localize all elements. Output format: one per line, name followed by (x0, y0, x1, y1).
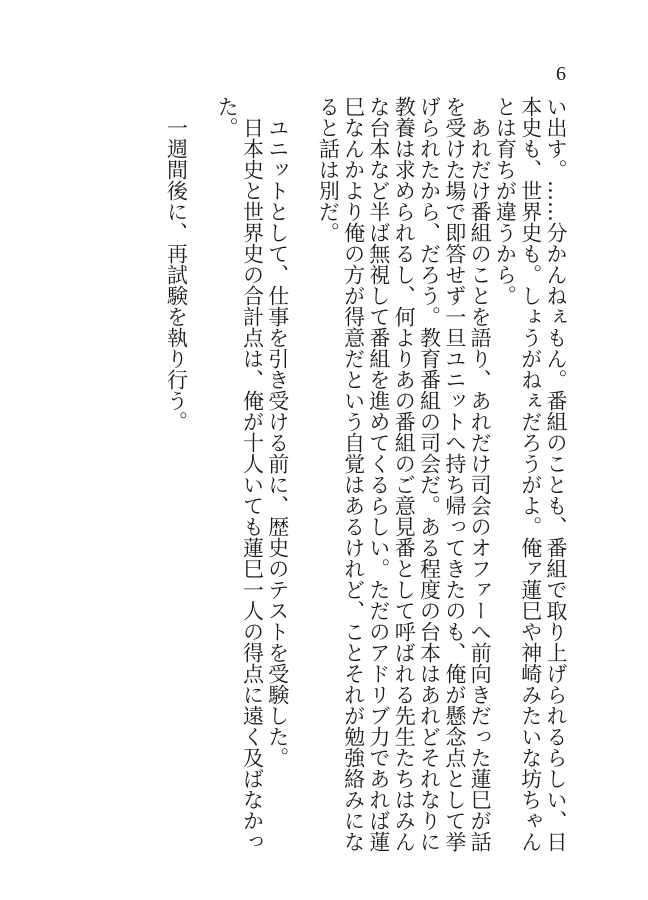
text-line: とは育ちが違うから。 (493, 96, 518, 306)
page-number: 6 (556, 63, 566, 85)
blank-line (189, 96, 214, 856)
text-line: ユニットとして、仕事を引き受ける前に、歴史のテストを受験した。 (265, 96, 290, 768)
text-line: な台本など半ば無視して番組を進めてくるらしい。ただのアドリブ力であれば蓮 (366, 96, 391, 852)
text-line: 日本史と世界史の合計点は、俺が十人いても蓮巳一人の得点に遠く及ばなかっ (240, 96, 265, 852)
text-line: ると話は別だ。 (316, 96, 341, 243)
text-line: あれだけ番組のことを語り、あれだけ司会のオファーへ前向きだった蓮巳が話 (468, 96, 493, 852)
text-line: 本史も、世界史も。しょうがねぇだろうがよ。俺ァ蓮巳や神崎みたいな坊ちゃん (518, 96, 543, 852)
text-line: 教養は求められるし、何よりあの番組のご意見番として呼ばれる先生たちはみん (392, 96, 417, 852)
text-line: げられたから、だろう。教育番組の司会だ。ある程度の台本はあれどそれなりに (417, 96, 442, 852)
blank-line (290, 96, 315, 856)
body-text (163, 96, 568, 856)
text-line: た。 (215, 96, 240, 138)
text-line: 巳なんかより俺の方が得意だという自覚はあるけれど、ことそれが勉強絡みにな (341, 96, 366, 852)
text-line: い出す。……分かんねぇもん。番組のことも、番組で取り上げられるらしい、日 (544, 96, 568, 852)
text-line: を受けた場で即答せず一旦ユニットへ持ち帰ってきたのも、俺が懸念点として挙 (442, 96, 467, 852)
text-line: 一週間後に、再試験を執り行う。 (164, 96, 189, 432)
